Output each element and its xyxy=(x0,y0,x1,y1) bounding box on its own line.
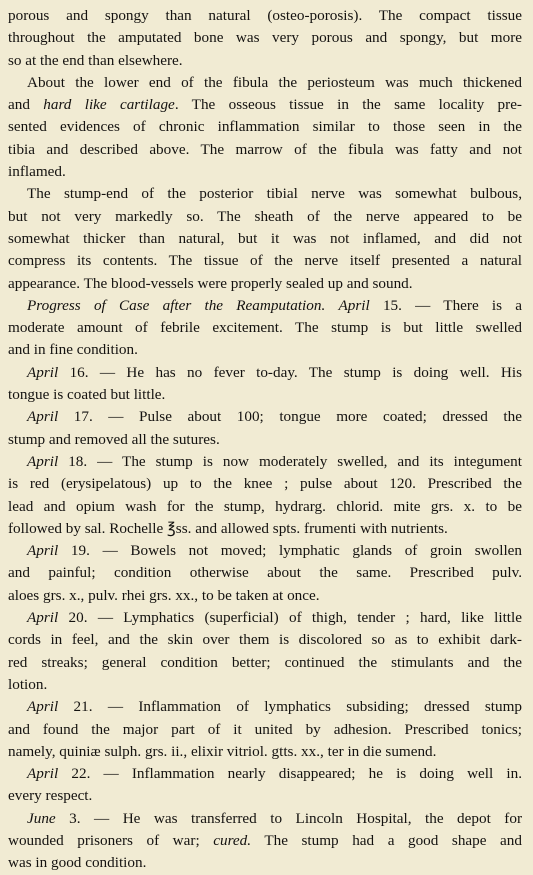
text-line xyxy=(8,206,522,228)
text-run: so at the end than elsewhere. xyxy=(8,51,183,69)
text-line xyxy=(8,406,522,428)
text-line xyxy=(8,250,522,272)
text-run: lead and opium wash for the stump, hydrarg. chlorid. mite grs. x. to be xyxy=(8,497,522,515)
text-line xyxy=(8,72,522,94)
paragraph xyxy=(8,808,522,875)
text-run: but not very markedly so. The sheath of the nerve appeared to be xyxy=(8,207,522,225)
text-run: and xyxy=(8,96,44,114)
italic-text: April xyxy=(338,296,370,314)
text-run xyxy=(325,297,338,314)
italic-text: April xyxy=(27,542,59,560)
text-run: 16. — He has no fever to-day. The stump is doing well. His xyxy=(58,363,522,381)
text-line xyxy=(8,830,522,852)
text-run: and in fine condition. xyxy=(8,341,138,359)
text-run: every respect. xyxy=(8,787,93,805)
text-line xyxy=(8,652,522,674)
text-line xyxy=(8,429,522,451)
text-run: 18. — The stump is now moderately swelled, and its integument xyxy=(58,452,522,470)
text-run: and found the major part of it united by adhesion. Prescribed tonics; xyxy=(8,720,522,738)
text-run: 17. — Pulse about 100; tongue more coated; dressed the xyxy=(58,408,522,426)
text-line xyxy=(8,496,522,518)
text-line xyxy=(8,27,522,49)
text-line xyxy=(8,629,522,651)
italic-text: April xyxy=(27,408,59,426)
text-line xyxy=(8,473,522,495)
text-run: followed by sal. Rochelle ℥ss. and allowed spts. frumenti with nutrients. xyxy=(8,519,448,537)
paragraph xyxy=(8,295,522,362)
text-run: 3. — He was transferred to Lincoln Hospital, the depot for xyxy=(55,809,522,827)
paragraph xyxy=(8,763,522,808)
italic-text: April xyxy=(27,363,59,381)
italic-text: Progress of Case after the Reamputation. xyxy=(27,296,326,314)
text-run: 19. — Bowels not moved; lymphatic glands of groin swollen xyxy=(58,542,522,560)
text-line xyxy=(8,317,522,339)
paragraph xyxy=(8,607,522,696)
text-run: The stump-end of the posterior tibial nerve was somewhat bulbous, xyxy=(27,185,522,203)
text-run: and painful; condition otherwise about the same. Prescribed pulv. xyxy=(8,564,522,582)
text-run: aloes grs. x., pulv. rhei grs. xx., to be taken at once. xyxy=(8,586,320,604)
text-run: . The osseous tissue in the same locality pre- xyxy=(174,96,522,114)
text-run: wounded prisoners of war; xyxy=(8,831,214,849)
text-run: 21. — Inflammation of lymphatics subsiding; dressed stump xyxy=(58,698,522,716)
text-line xyxy=(8,116,522,138)
text-line xyxy=(8,540,522,562)
text-run: somewhat thicker than natural, but it was not inflamed, and did not xyxy=(8,229,522,247)
text-run: was in good condition. xyxy=(8,854,147,872)
text-line xyxy=(8,161,522,183)
italic-text: June xyxy=(27,809,56,827)
text-line xyxy=(8,362,522,384)
text-run: moderate amount of febrile excitement. The stump is but little swelled xyxy=(8,319,522,337)
text-line xyxy=(8,50,522,72)
italic-text: April xyxy=(27,609,59,627)
text-line xyxy=(8,273,522,295)
text-run: tibia and described above. The marrow of the fibula was fatty and not xyxy=(8,140,522,158)
italic-text: April xyxy=(27,698,59,716)
text-run: porous and spongy than natural (osteo-porosis). The compact tissue xyxy=(8,7,522,24)
text-line xyxy=(8,451,522,473)
text-run: About the lower end of the fibula the periosteum was much thickened xyxy=(27,73,522,91)
paragraph xyxy=(8,362,522,407)
text-run: cords in feel, and the skin over them is discolored so as to exhibit dark- xyxy=(8,631,522,649)
text-line xyxy=(8,674,522,696)
text-run: The stump had a good shape and xyxy=(251,831,522,849)
text-run: throughout the amputated bone was very porous and spongy, but more xyxy=(8,29,522,47)
paragraph xyxy=(8,696,522,763)
text-line xyxy=(8,741,522,763)
text-line xyxy=(8,518,522,540)
body-text xyxy=(8,5,522,875)
paragraph xyxy=(8,451,522,540)
paragraph xyxy=(8,183,522,294)
text-line xyxy=(8,763,522,785)
text-run: appearance. The blood-vessels were properly sealed up and sound. xyxy=(8,274,413,292)
text-run: 15. — There is a xyxy=(369,296,523,314)
text-line xyxy=(8,5,522,27)
italic-text: hard like cartilage xyxy=(43,96,175,114)
text-line xyxy=(8,183,522,205)
italic-text: cured. xyxy=(213,831,252,849)
text-line xyxy=(8,696,522,718)
text-run: lotion. xyxy=(8,675,48,693)
text-run: 20. — Lymphatics (superficial) of thigh, tender ; hard, like little xyxy=(58,609,522,627)
text-line xyxy=(8,295,522,317)
paragraph xyxy=(8,5,522,72)
text-run: inflamed. xyxy=(8,163,66,181)
paragraph xyxy=(8,406,522,451)
italic-text: April xyxy=(27,765,59,783)
text-line xyxy=(8,562,522,584)
text-line xyxy=(8,852,522,874)
text-line xyxy=(8,139,522,161)
text-line xyxy=(8,228,522,250)
text-line xyxy=(8,339,522,361)
text-run: compress its contents. The tissue of the nerve itself presented a natural xyxy=(8,252,522,270)
text-run: sented evidences of chronic inflammation similar to those seen in the xyxy=(8,118,522,136)
text-line xyxy=(8,585,522,607)
text-run: 22. — Inflammation nearly disappeared; he is doing well in. xyxy=(58,765,522,783)
text-run: tongue is coated but little. xyxy=(8,386,166,404)
text-line xyxy=(8,808,522,830)
italic-text: April xyxy=(27,452,59,470)
text-run: stump and removed all the sutures. xyxy=(8,430,220,448)
paragraph xyxy=(8,72,522,183)
text-line xyxy=(8,607,522,629)
text-run: red streaks; general condition better; continued the stimulants and the xyxy=(8,653,522,671)
text-line xyxy=(8,785,522,807)
text-line xyxy=(8,384,522,406)
text-line xyxy=(8,94,522,116)
text-run: is red (erysipelatous) up to the knee ; pulse about 120. Prescribed the xyxy=(8,475,522,493)
text-line xyxy=(8,719,522,741)
paragraph xyxy=(8,540,522,607)
text-run: namely, quiniæ sulph. grs. ii., elixir vitriol. gtts. xx., ter in die sumend. xyxy=(8,742,437,760)
